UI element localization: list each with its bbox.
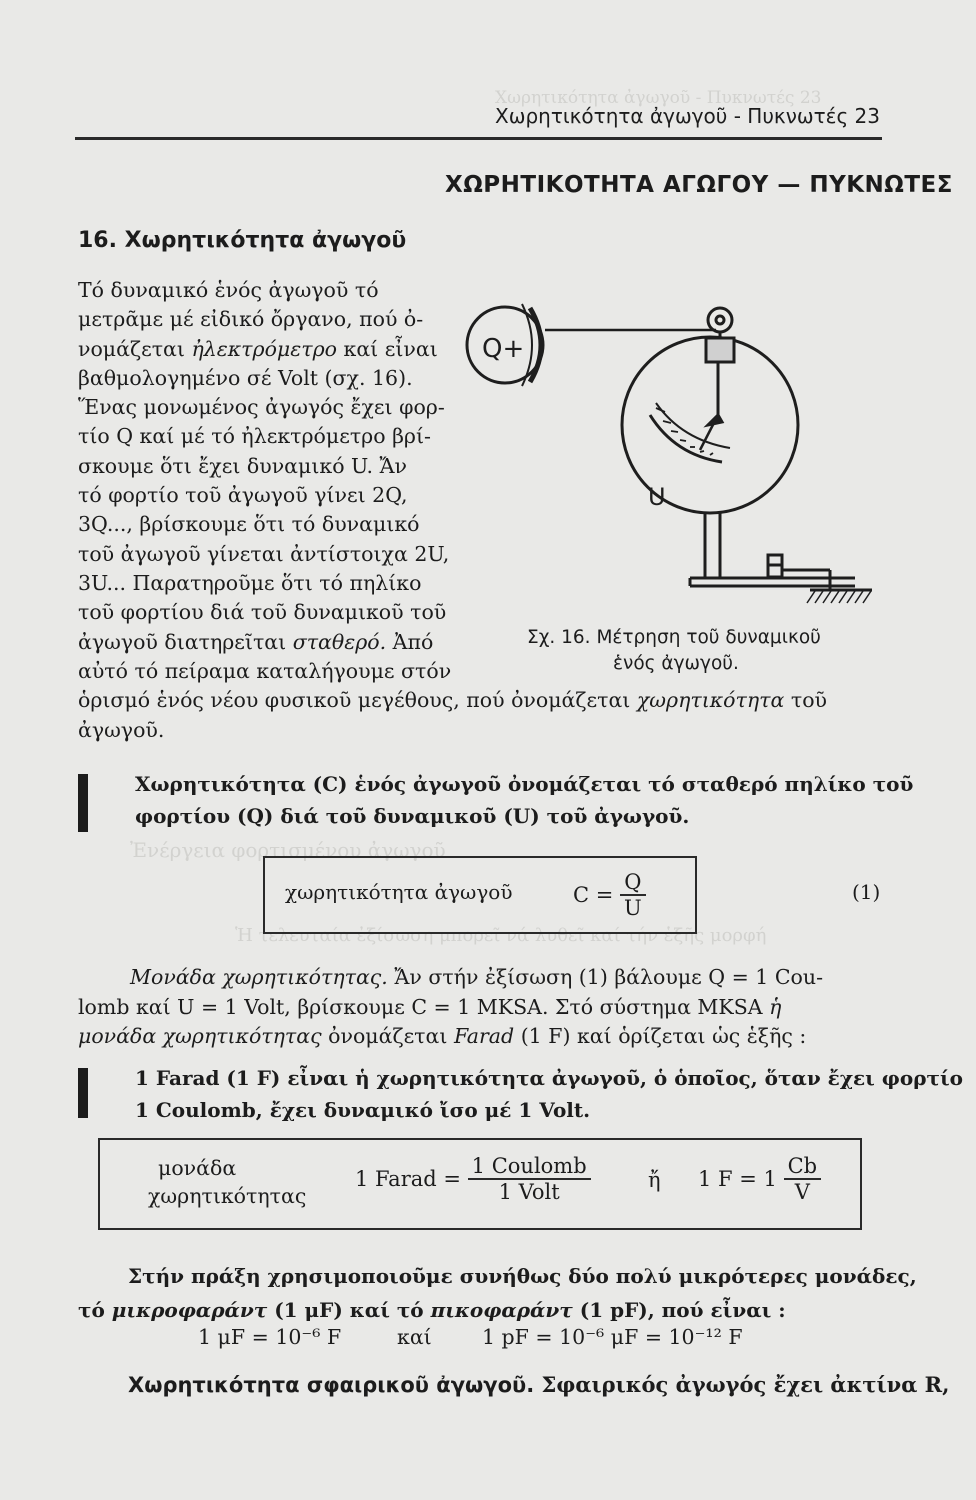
figure-label-charge: Q+ — [482, 334, 525, 364]
text-line: Ἕνας μονωμένος ἀγωγός ἔχει φορ- — [78, 395, 445, 420]
bleed-through-text: Ἡ τελευταία ἐξίσωση μπορεῖ νά λυθεῖ καί τήν ἑξῆς μορφή — [235, 925, 767, 946]
text-line: 3U... Παρατηροῦμε ὅτι τό πηλίκο — [78, 570, 422, 595]
formula-fraction: $\frac{\text{1 Coulomb}}{\text{1 Volt}}$ — [468, 1154, 591, 1204]
intro-continuation — [78, 686, 880, 745]
definition-bar — [78, 1068, 88, 1118]
definition-bar — [78, 774, 88, 832]
formula-expression: 1 Farad = $\frac{\text{1 Coulomb}}{\text{1 Volt}}$ — [355, 1154, 591, 1204]
figure-caption — [527, 625, 821, 677]
text-line: ἀγωγοῦ διατηρεῖται σταθερό. Ἀπό — [78, 629, 434, 654]
formula-alt-expression: 1 F = 1 $\frac{Cb}{V}$ — [698, 1154, 821, 1204]
insulator-block — [706, 338, 734, 362]
term-capacitance: χωρητικότητα — [636, 688, 785, 712]
formula-box-capacitance — [263, 856, 697, 934]
formula-label: μονάδα χωρητικότητας — [148, 1156, 307, 1208]
spherical-conductor-line: Χωρητικότητα σφαιρικοῦ ἀγωγοῦ. Σφαιρικός ἀγωγός ἔχει ἀκτίνα R, — [128, 1372, 950, 1397]
text-line: τό μικροφαράντ (1 μF) καί τό πικοφαράντ (1 pF), πού εἶναι : — [78, 1298, 786, 1322]
definition-capacitance — [135, 768, 914, 832]
text-line: τό φορτίο τοῦ ἀγωγοῦ γίνει 2Q, — [78, 483, 408, 508]
text-line: Μονάδα χωρητικότητας. Ἄν στήν ἐξίσωση (1) βάλουμε Q = 1 Cou- — [130, 965, 824, 989]
formula-expression: C = $\frac{Q}{U}$ — [573, 870, 646, 920]
figure-label-potential: U — [648, 483, 666, 511]
unit-equation-pico: 1 pF = 10⁻⁶ μF = 10⁻¹² F — [482, 1325, 743, 1349]
unit-equation-micro: 1 μF = 10⁻⁶ F — [198, 1325, 342, 1349]
text-line: βαθμολογημένο σέ Volt (σχ. 16). — [78, 365, 413, 390]
intro-paragraph — [78, 276, 468, 686]
unit-paragraph — [78, 963, 880, 1052]
text-line: μονάδα χωρητικότητας ὀνομάζεται Farad (1 F) καί ὁρίζεται ὡς ἑξῆς : — [78, 1024, 807, 1048]
term-electrometer: ἠλεκτρόμετρο — [191, 336, 337, 361]
text-line: νομάζεται ἠλεκτρόμετρο καί εἶναι — [78, 336, 438, 361]
electrometer-figure — [460, 290, 880, 620]
definition-farad — [135, 1062, 963, 1126]
text-line: μετρᾶμε μέ εἰδικό ὄργανο, πού ὀ- — [78, 307, 424, 332]
section-heading — [78, 228, 406, 253]
text-line: 3Q..., βρίσκουμε ὅτι τό δυναμικό — [78, 512, 420, 537]
formula-fraction: $\frac{Q}{U}$ — [620, 870, 646, 920]
caption-line: Σχ. 16. Μέτρηση τοῦ δυναμικοῦ — [527, 627, 821, 648]
text-line: αὐτό τό πείραμα καταλήγουμε στόν — [78, 658, 452, 683]
text-line: ἀγωγοῦ. — [78, 717, 165, 742]
text-line: lomb καί U = 1 Volt, βρίσκουμε C = 1 MKSA. Στό σύστημα MKSA ἡ — [78, 994, 782, 1019]
running-title: Χωρητικότητα ἀγωγοῦ - Πυκνωτές — [495, 104, 849, 128]
text-line: Στήν πράξη χρησιμοποιοῦμε συνήθως δύο πολύ μικρότερες μονάδες, — [128, 1264, 917, 1288]
section-number: 16. — [78, 228, 117, 253]
chapter-title: ΧΩΡΗΤΙΚΟΤΗΤΑ ΑΓΩΓΟΥ — ΠΥΚΝΩΤΕΣ — [445, 172, 953, 198]
definition-line: Χωρητικότητα (C) ἑνός ἀγωγοῦ ὀνομάζεται τό σταθερό πηλίκο τοῦ — [135, 772, 914, 796]
header-rule — [75, 137, 882, 140]
text-line: σκουμε ὅτι ἔχει δυναμικό U. Ἄν — [78, 453, 407, 478]
definition-line: 1 Coulomb, ἔχει δυναμικό ἴσο μέ 1 Volt. — [135, 1098, 591, 1122]
text-line: τοῦ φορτίου διά τοῦ δυναμικοῦ τοῦ — [78, 600, 447, 625]
formula-or: ἤ — [648, 1168, 661, 1192]
running-header — [495, 104, 880, 128]
section-title: Χωρητικότητα ἀγωγοῦ — [124, 228, 407, 253]
formula-label: χωρητικότητα ἀγωγοῦ — [285, 880, 513, 904]
unit-equation-and: καί — [397, 1325, 432, 1349]
definition-line: φορτίου (Q) διά τοῦ δυναμικοῦ (U) τοῦ ἀγωγοῦ. — [135, 804, 690, 828]
text-line: Τό δυναμικό ἑνός ἀγωγοῦ τό — [78, 278, 379, 302]
bleed-through-text: Ἐνέργεια φορτισμένου ἀγωγοῦ — [130, 838, 446, 862]
text-line: ὁρισμό ἑνός νέου φυσικοῦ μεγέθους, πού ὀνομάζεται χωρητικότητα τοῦ — [78, 688, 828, 712]
equation-number: (1) — [852, 880, 881, 904]
formula-box-farad — [98, 1138, 862, 1230]
definition-line: 1 Farad (1 F) εἶναι ἡ χωρητικότητα ἀγωγοῦ, ὁ ὁποῖος, ὅταν ἔχει φορτίο — [135, 1066, 963, 1090]
term-constant: σταθερό. — [292, 629, 387, 654]
formula-fraction: $\frac{Cb}{V}$ — [784, 1154, 822, 1204]
practice-paragraph — [78, 1259, 917, 1327]
caption-line: ἑνός ἀγωγοῦ. — [613, 653, 739, 674]
text-line: τίο Q καί μέ τό ἠλεκτρόμετρο βρί- — [78, 424, 431, 449]
page-number: 23 — [854, 104, 880, 128]
subsection-heading: Χωρητικότητα σφαιρικοῦ ἀγωγοῦ. — [128, 1373, 535, 1397]
electrometer-knob — [708, 308, 732, 332]
text-line: τοῦ ἀγωγοῦ γίνεται ἀντίστοιχα 2U, — [78, 541, 450, 566]
bleed-through-text: Χωρητικότητα ἀγωγοῦ - Πυκνωτές 23 — [495, 88, 822, 108]
